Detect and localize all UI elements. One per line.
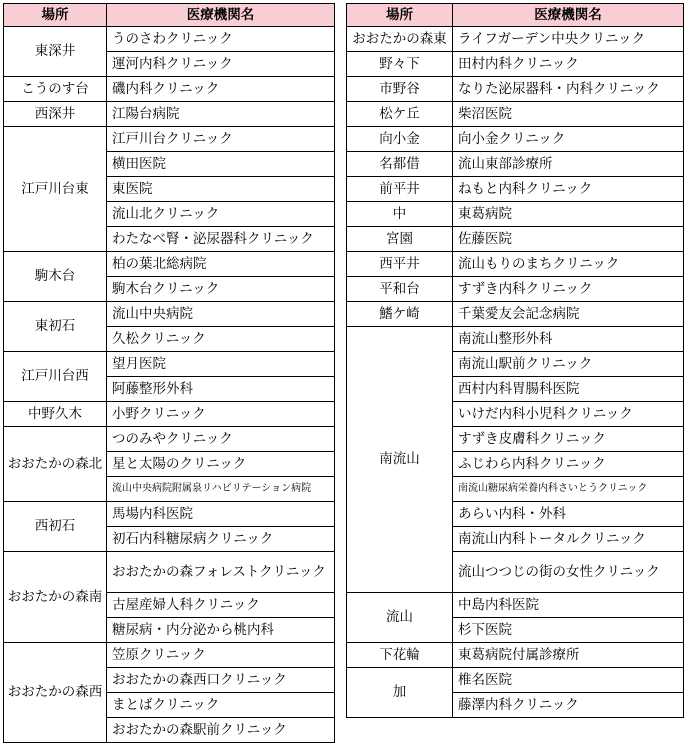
clinic-name-cell: ライフガーデン中央クリニック [453, 27, 684, 52]
place-cell: 駒木台 [4, 252, 107, 302]
clinic-name-cell: まとばクリニック [107, 693, 335, 718]
clinic-name-cell: 古屋産婦人科クリニック [107, 593, 335, 618]
clinic-name-cell: なりた泌尿器科・内科クリニック [453, 77, 684, 102]
clinic-name-cell: ねもと内科クリニック [453, 177, 684, 202]
table-row [4, 252, 335, 277]
clinic-name-cell: 流山中央病院附属泉リハビリテーション病院 [107, 477, 335, 502]
clinic-name-cell: 流山東部診療所 [453, 152, 684, 177]
place-cell: おおたかの森北 [4, 427, 107, 502]
clinic-name-cell: 田村内科クリニック [453, 52, 684, 77]
clinic-name-cell: 小野クリニック [107, 402, 335, 427]
table-row [347, 252, 684, 277]
table-row [4, 427, 335, 452]
clinic-name-header: 医療機関名 [107, 4, 335, 27]
clinic-name-cell: おおたかの森西口クリニック [107, 668, 335, 693]
place-cell: おおたかの森東 [347, 27, 453, 52]
place-cell: おおたかの森南 [4, 552, 107, 643]
clinic-name-cell: おおたかの森フォレストクリニック [107, 552, 335, 593]
place-cell: 松ケ丘 [347, 102, 453, 127]
clinic-name-cell: 馬場内科医院 [107, 502, 335, 527]
clinic-name-cell: 磯内科クリニック [107, 77, 335, 102]
clinic-name-cell: 江陽台病院 [107, 102, 335, 127]
clinic-name-cell: 南流山内科トータルクリニック [453, 527, 684, 552]
clinic-name-cell: 南流山駅前クリニック [453, 352, 684, 377]
clinic-name-cell: 杉下医院 [453, 618, 684, 643]
table-row [4, 102, 335, 127]
place-cell: 名都借 [347, 152, 453, 177]
place-cell: 中 [347, 202, 453, 227]
clinic-name-cell: 東葛病院 [453, 202, 684, 227]
clinic-name-cell: 望月医院 [107, 352, 335, 377]
clinic-name-cell: 流山中央病院 [107, 302, 335, 327]
place-cell: 中野久木 [4, 402, 107, 427]
clinic-name-cell: 柏の葉北総病院 [107, 252, 335, 277]
place-cell: 江戸川台西 [4, 352, 107, 402]
place-cell: 前平井 [347, 177, 453, 202]
clinic-name-cell: 流山もりのまちクリニック [453, 252, 684, 277]
clinic-name-cell: すずき皮膚科クリニック [453, 427, 684, 452]
table-row [4, 352, 335, 377]
clinic-name-cell: あらい内科・外科 [453, 502, 684, 527]
clinic-name-cell: いけだ内科小児科クリニック [453, 402, 684, 427]
table-row [347, 643, 684, 668]
place-header: 場所 [4, 4, 107, 27]
clinic-name-cell: 中島内科医院 [453, 593, 684, 618]
clinic-name-cell: 初石内科糖尿病クリニック [107, 527, 335, 552]
clinic-name-cell: 椎名医院 [453, 668, 684, 693]
table-row [347, 327, 684, 352]
place-cell: こうのす台 [4, 77, 107, 102]
place-cell: 西平井 [347, 252, 453, 277]
left-clinic-table [3, 3, 335, 743]
clinic-name-cell: 佐藤医院 [453, 227, 684, 252]
table-row [347, 202, 684, 227]
place-cell: 東深井 [4, 27, 107, 77]
table-row [4, 27, 335, 52]
clinic-name-cell: 西村内科胃腸科医院 [453, 377, 684, 402]
clinic-name-cell: 東医院 [107, 177, 335, 202]
clinic-name-cell: うのさわクリニック [107, 27, 335, 52]
clinic-name-cell: おおたかの森駅前クリニック [107, 718, 335, 743]
table-row [347, 152, 684, 177]
table-row [347, 302, 684, 327]
place-cell: 江戸川台東 [4, 127, 107, 252]
clinic-name-cell: わたなべ腎・泌尿器科クリニック [107, 227, 335, 252]
table-row [4, 77, 335, 102]
table-row [4, 402, 335, 427]
clinic-name-header: 医療機関名 [453, 4, 684, 27]
place-cell: 野々下 [347, 52, 453, 77]
clinic-name-cell: 東葛病院付属診療所 [453, 643, 684, 668]
place-cell: 流山 [347, 593, 453, 643]
table-row [347, 227, 684, 252]
place-header: 場所 [347, 4, 453, 27]
clinic-name-cell: 南流山整形外科 [453, 327, 684, 352]
clinic-name-cell: 久松クリニック [107, 327, 335, 352]
table-row [347, 593, 684, 618]
place-cell: 東初石 [4, 302, 107, 352]
clinic-name-cell: つのみやクリニック [107, 427, 335, 452]
header-row [4, 4, 335, 27]
clinic-name-cell: 南流山糖尿病栄養内科さいとうクリニック [453, 477, 684, 502]
clinic-name-cell: 流山つつじの街の女性クリニック [453, 552, 684, 593]
place-cell: おおたかの森西 [4, 643, 107, 743]
place-cell: 向小金 [347, 127, 453, 152]
clinic-name-cell: 笠原クリニック [107, 643, 335, 668]
clinic-name-cell: 流山北クリニック [107, 202, 335, 227]
right-clinic-table [346, 3, 684, 718]
header-row [347, 4, 684, 27]
table-row [4, 127, 335, 152]
clinic-name-cell: 向小金クリニック [453, 127, 684, 152]
table-row [4, 502, 335, 527]
clinic-name-cell: 柴沼医院 [453, 102, 684, 127]
place-cell: 西初石 [4, 502, 107, 552]
place-cell: 宮園 [347, 227, 453, 252]
clinic-name-cell: 糖尿病・内分泌から桃内科 [107, 618, 335, 643]
clinic-name-cell: 駒木台クリニック [107, 277, 335, 302]
clinic-name-cell: 江戸川台クリニック [107, 127, 335, 152]
clinic-name-cell: 藤澤内科クリニック [453, 693, 684, 718]
place-cell: 鰭ケ崎 [347, 302, 453, 327]
place-cell: 市野谷 [347, 77, 453, 102]
clinic-name-cell: すずき内科クリニック [453, 277, 684, 302]
table-row [347, 127, 684, 152]
table-row [347, 27, 684, 52]
clinic-name-cell: 千葉愛友会記念病院 [453, 302, 684, 327]
clinic-name-cell: 阿藤整形外科 [107, 377, 335, 402]
table-row [347, 277, 684, 302]
place-cell: 平和台 [347, 277, 453, 302]
table-row [347, 668, 684, 693]
table-row [347, 177, 684, 202]
clinic-name-cell: 横田医院 [107, 152, 335, 177]
table-row [347, 52, 684, 77]
clinic-name-cell: ふじわら内科クリニック [453, 452, 684, 477]
table-row [4, 302, 335, 327]
table-row [347, 77, 684, 102]
table-row [347, 102, 684, 127]
clinic-name-cell: 運河内科クリニック [107, 52, 335, 77]
table-row [4, 643, 335, 668]
place-cell: 南流山 [347, 327, 453, 593]
place-cell: 下花輪 [347, 643, 453, 668]
place-cell: 西深井 [4, 102, 107, 127]
place-cell: 加 [347, 668, 453, 718]
clinic-name-cell: 星と太陽のクリニック [107, 452, 335, 477]
table-row [4, 552, 335, 593]
